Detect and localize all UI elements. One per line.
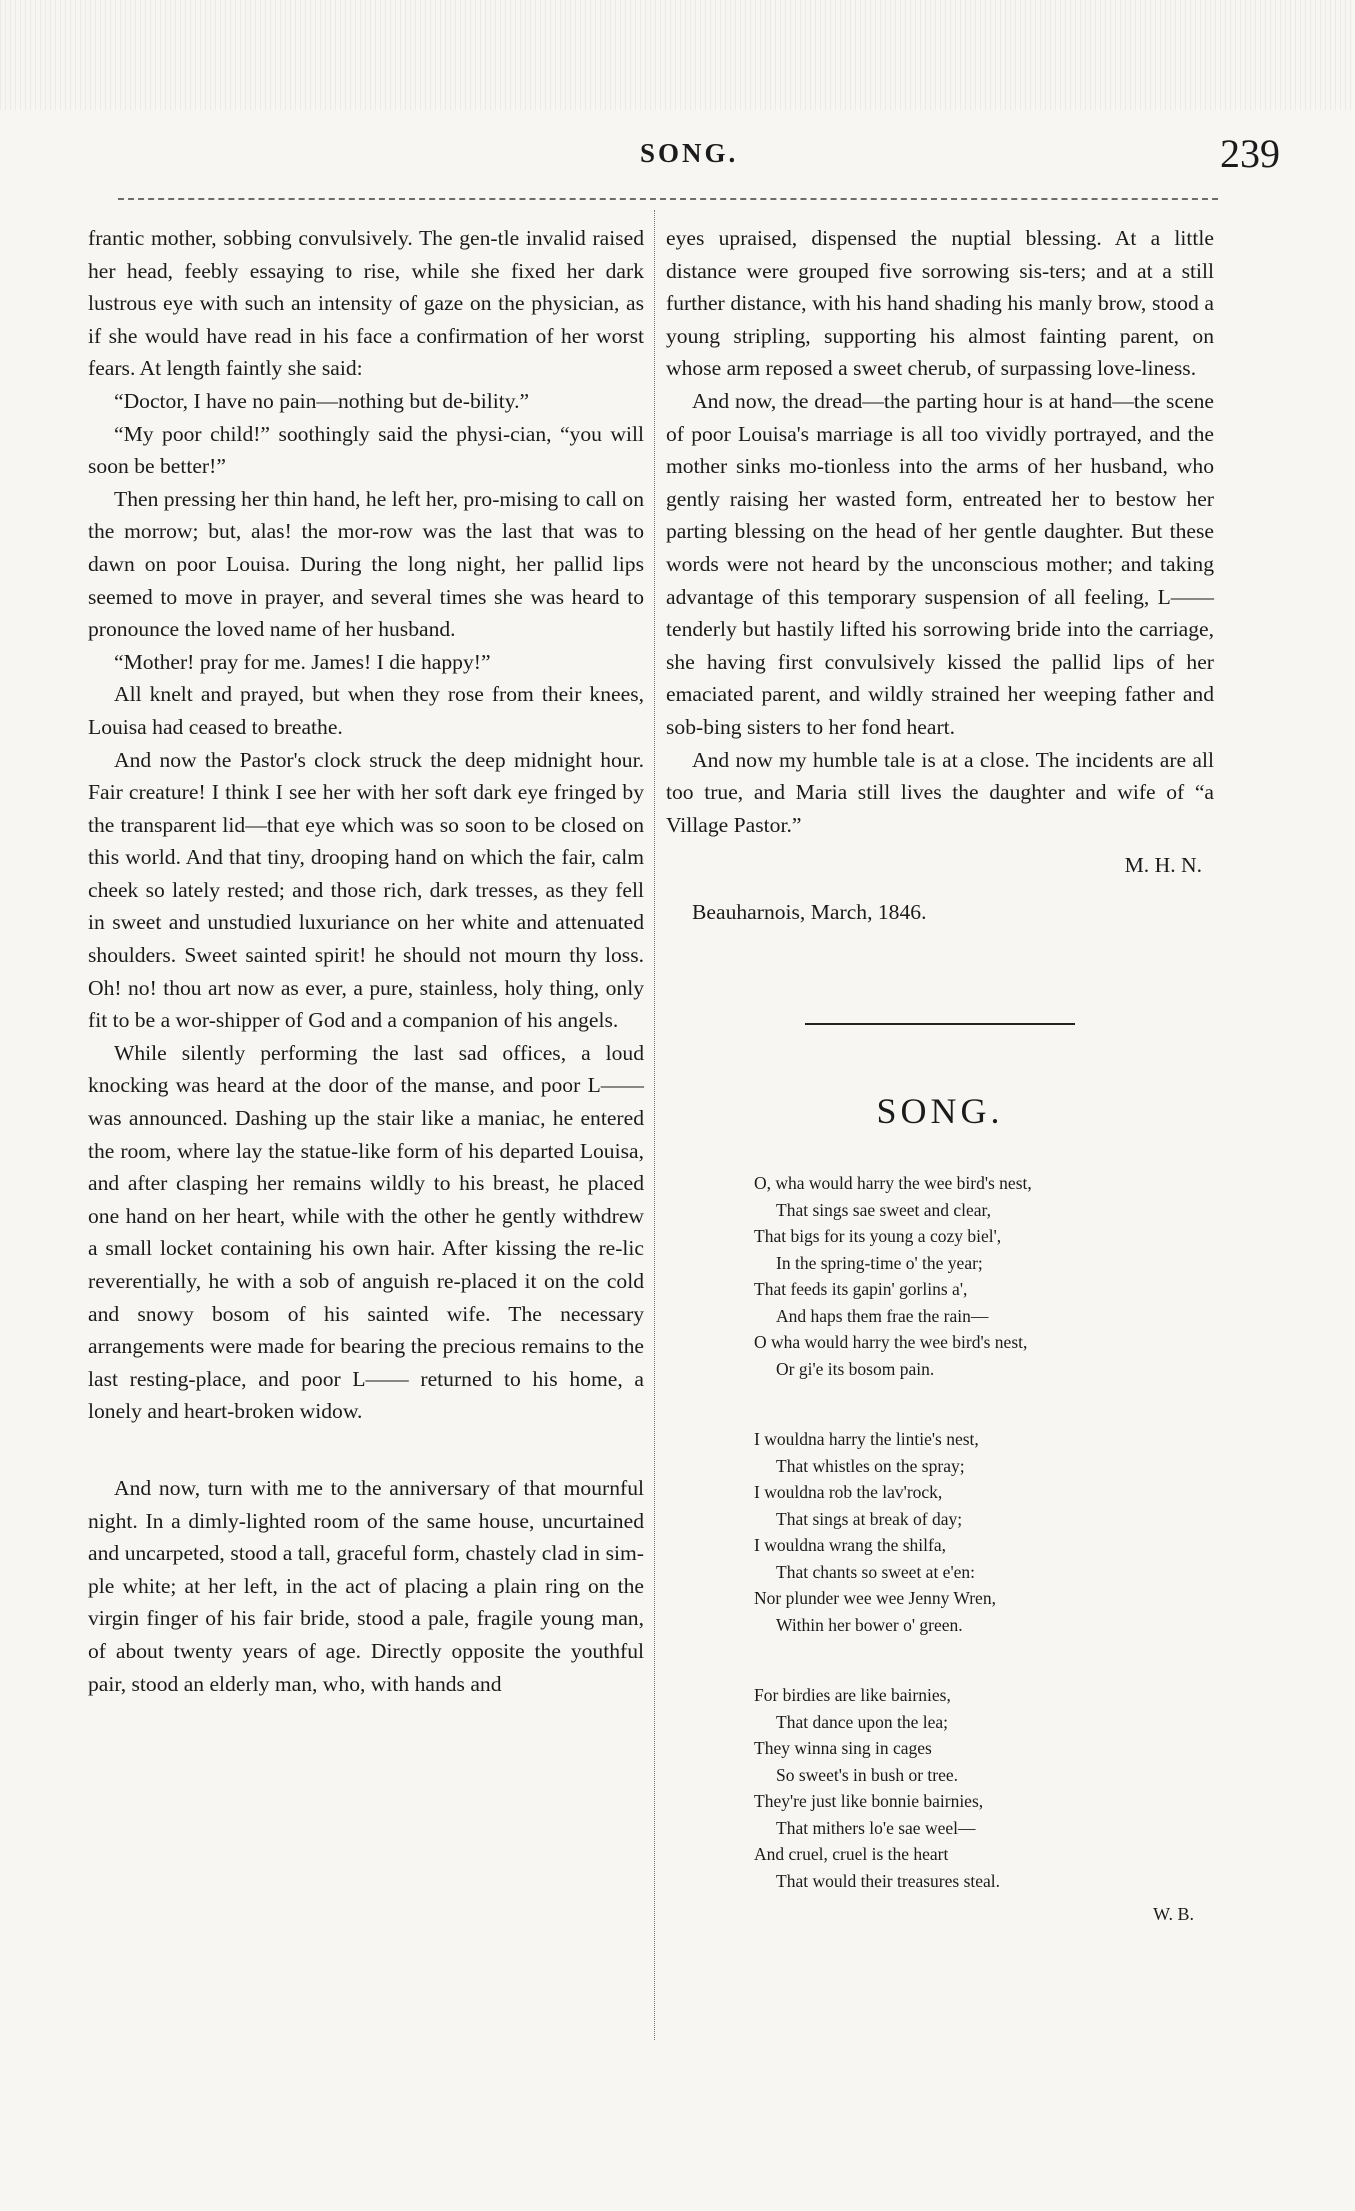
- poem-line: That mithers lo'e sae weel—: [776, 1817, 976, 1838]
- poem-line: That sings at break of day;: [776, 1508, 963, 1529]
- paragraph: And now, turn with me to the anniversary of that mournful night. In a dimly-lighted room of the same house, uncurtained and uncarpeted, stood a tall, graceful form, chastely clad in sim-ple white; at her left, in the act of placing a plain ring on the virgin finger of his fair bride, stood a pale, fragile young man, of about twenty years of age. Directly opposite the youthful pair, stood an elderly man, who, with hands and: [88, 1475, 644, 1696]
- running-title: SONG.: [640, 138, 739, 168]
- page-header: [80, 131, 1280, 188]
- poem-line: That chants so sweet at e'en:: [776, 1561, 975, 1582]
- poem-line: That would their treasures steal.: [776, 1870, 1001, 1891]
- poem-stanza: [754, 1170, 1214, 1382]
- poem-stanza: [754, 1682, 1214, 1894]
- poem-line: O, wha would harry the wee bird's nest,: [754, 1173, 1032, 1194]
- scan-texture: [0, 0, 1355, 110]
- column-divider: [654, 210, 655, 2040]
- poem-title: SONG.: [876, 1091, 1004, 1132]
- poem-line: I wouldna harry the lintie's nest,: [754, 1429, 979, 1450]
- paragraph: Then pressing her thin hand, he left her, pro-mising to call on the morrow; but, alas! the mor-row was the last that was to dawn on poor Louisa. During the long night, her pallid lips seemed to move in prayer, and several times she was heard to pronounce the loved name of her husband.: [88, 486, 644, 642]
- paragraph: All knelt and prayed, but when they rose from their knees, Louisa had ceased to breathe.: [88, 682, 644, 739]
- author-signature: M. H. N.: [1124, 853, 1202, 878]
- paragraph: “Doctor, I have no pain—nothing but de-bility.”: [114, 388, 530, 413]
- right-column: [666, 222, 1214, 1931]
- poem-line: So sweet's in bush or tree.: [776, 1764, 959, 1785]
- poem-line: That bigs for its young a cozy biel',: [754, 1226, 1002, 1247]
- poem-line: Within her bower o' green.: [776, 1614, 963, 1635]
- poem-line: In the spring-time o' the year;: [776, 1252, 983, 1273]
- poem-line: They winna sing in cages: [754, 1738, 932, 1759]
- page-number: 239: [1220, 131, 1280, 176]
- left-column: [88, 222, 644, 1700]
- place-date: Beauharnois, March, 1846.: [692, 899, 927, 924]
- poem-line: That dance upon the lea;: [776, 1711, 949, 1732]
- paragraph: “My poor child!” soothingly said the physi-cian, “you will soon be better!”: [88, 421, 644, 479]
- poem-line: That feeds its gapin' gorlins a',: [754, 1279, 968, 1300]
- poem-line: That whistles on the spray;: [776, 1455, 965, 1476]
- paragraph: And now the Pastor's clock struck the deep midnight hour. Fair creature! I think I see her with her soft dark eye fringed by the transparent lid—that eye which was so soon to be closed on this world. And that tiny, drooping hand on which the fair, calm cheek so lately rested; and those rich, dark tresses, as they fell in sweet and unstudied luxuriance on her white and attenuated shoulders. Sweet sainted spirit! he should not mourn thy loss. Oh! no! thou art now as ever, a pure, stainless, holy thing, only fit to be a wor-shipper of God and a companion of his angels.: [88, 747, 644, 1033]
- poem-line: They're just like bonnie bairnies,: [754, 1791, 984, 1812]
- poem-line: That sings sae sweet and clear,: [776, 1199, 992, 1220]
- paragraph: And now my humble tale is at a close. The incidents are all too true, and Maria still lives the daughter and wife of “a Village Pastor.”: [666, 747, 1214, 837]
- paragraph: “Mother! pray for me. James! I die happy!”: [114, 649, 491, 674]
- poem-line: I wouldna wrang the shilfa,: [754, 1535, 946, 1556]
- poem-line: O wha would harry the wee bird's nest,: [754, 1332, 1028, 1353]
- poem-line: And haps them frae the rain—: [776, 1305, 989, 1326]
- poem-line: And cruel, cruel is the heart: [754, 1844, 949, 1865]
- paragraph: eyes upraised, dispensed the nuptial blessing. At a little distance were grouped five sorrowing sis-ters; and at a still further distance, with his hand shading his manly brow, stood a young stripling, supporting his almost fainting parent, on whose arm reposed a sweet cherub, of surpassing love-liness.: [666, 226, 1214, 381]
- poem-signature: W. B.: [1153, 1904, 1194, 1925]
- poem-line: Nor plunder wee wee Jenny Wren,: [754, 1588, 996, 1609]
- poem-separator-rule: [805, 1023, 1075, 1025]
- poem-line: Or gi'e its bosom pain.: [776, 1358, 935, 1379]
- header-rule: [118, 198, 1218, 200]
- poem-line: I wouldna rob the lav'rock,: [754, 1482, 943, 1503]
- poem-line: For birdies are like bairnies,: [754, 1685, 951, 1706]
- poem-stanza: [754, 1426, 1214, 1638]
- paragraph: While silently performing the last sad offices, a loud knocking was heard at the door of the manse, and poor L—— was announced. Dashing up the stair like a maniac, he entered the room, where lay the statue-like form of his departed Louisa, and after clasping her remains wildly to his breast, he placed one hand on her heart, while with the other he gently withdrew a small locket containing his own hair. After kissing the re-lic reverentially, he with a sob of anguish re-placed it on the cold and snowy bosom of his sainted wife. The necessary arrangements were made for bearing the precious remains to the last resting-place, and poor L—— returned to his home, a lonely and heart-broken widow.: [88, 1040, 644, 1424]
- section-break: [88, 1428, 644, 1472]
- paragraph: And now, the dread—the parting hour is at hand—the scene of poor Louisa's marriage is all too vividly portrayed, and the mother sinks mo-tionless into the arms of her husband, who gently raising her wasted form, entreated her to bestow her parting blessing on the head of her gentle daughter. But these words were not heard by the unconscious mother; and taking advantage of this temporary suspension of all feeling, L—— tenderly but hastily lifted his sorrowing bride into the carriage, she having first convulsively kissed the pallid lips of her emaciated parent, and wildly strained her weeping father and sob-bing sisters to her fond heart.: [666, 388, 1214, 739]
- poem-body: [666, 1170, 1214, 1894]
- paragraph: frantic mother, sobbing convulsively. The gen-tle invalid raised her head, feebly essaying to rise, while she fixed her dark lustrous eye with such an intensity of gaze on the physician, as if she would have read in his face a confirmation of her worst fears. At length faintly she said:: [88, 226, 644, 381]
